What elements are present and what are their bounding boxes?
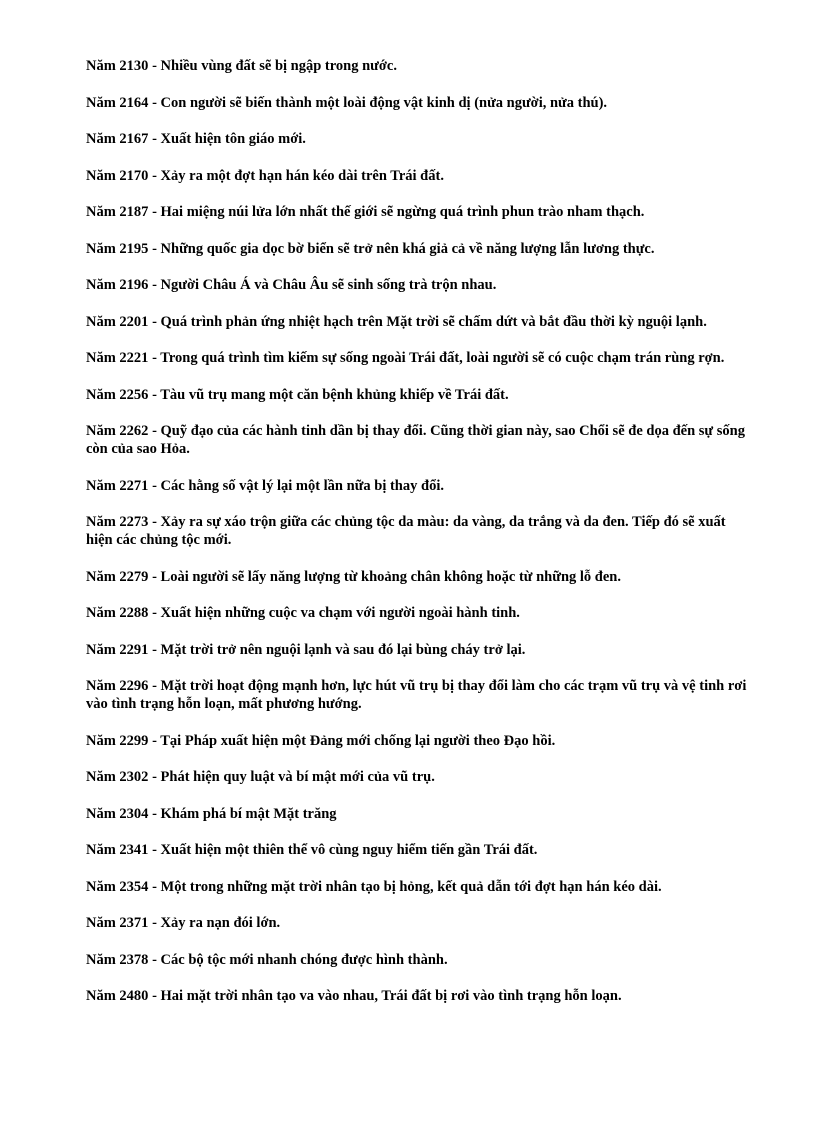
timeline-entry: Năm 2299 - Tại Pháp xuất hiện một Đảng mới chống lại người theo Đạo hồi.: [86, 732, 556, 749]
timeline-entry: Năm 2201 - Quá trình phản ứng nhiệt hạch trên Mặt trời sẽ chấm dứt và bắt đầu thời kỳ nguội lạnh.: [86, 313, 707, 330]
entry-text: Người Châu Á và Châu Âu sẽ sinh sống trà trộn nhau.: [160, 277, 497, 293]
entry-text: Quỹ đạo của các hành tinh dần bị thay đổi. Cũng thời gian này, sao Chổi sẽ đe dọa đến sự sống còn của sao Hỏa.: [86, 423, 745, 457]
entry-text: Xảy ra một đợt hạn hán kéo dài trên Trái đất.: [160, 167, 444, 184]
timeline-entry: Năm 2378 - Các bộ tộc mới nhanh chóng được hình thành.: [86, 951, 448, 968]
entry-text: Các bộ tộc mới nhanh chóng được hình thành.: [160, 951, 448, 968]
entry-text: Quá trình phản ứng nhiệt hạch trên Mặt trời sẽ chấm dứt và bắt đầu thời kỳ nguội lạnh.: [160, 313, 707, 330]
entry-year: Năm 2195: [86, 240, 149, 257]
timeline-entry: Năm 2341 - Xuất hiện một thiên thể vô cùng nguy hiểm tiến gần Trái đất.: [86, 842, 538, 858]
timeline-entry: Năm 2187 - Hai miệng núi lửa lớn nhất thế giới sẽ ngừng quá trình phun trào nham thạch.: [86, 204, 645, 220]
timeline-entry: Năm 2304 - Khám phá bí mật Mặt trăng: [86, 805, 337, 822]
entry-year: Năm 2187: [86, 204, 149, 220]
entry-text: Xảy ra nạn đói lớn.: [160, 915, 281, 931]
timeline-entry: Năm 2371 - Xảy ra nạn đói lớn.: [86, 915, 281, 931]
entry-text: Trong quá trình tìm kiếm sự sống ngoài Trái đất, loài người sẽ có cuộc chạm trán rùng rợn.: [160, 350, 725, 366]
entry-text: Phát hiện quy luật và bí mật mới của vũ trụ.: [160, 769, 435, 785]
timeline-entry: Năm 2273 - Xảy ra sự xáo trộn giữa các chủng tộc da màu: da vàng, da trắng và da đen. Tiếp đó sẽ xuất hiện các chủng tộc mới.: [86, 514, 726, 548]
entry-text: Một trong những mặt trời nhân tạo bị hỏng, kết quả dẫn tới đợt hạn hán kéo dài.: [160, 878, 662, 895]
timeline-entry: Năm 2291 - Mặt trời trở nên nguội lạnh và sau đó lại bùng cháy trở lại.: [86, 641, 526, 658]
timeline-entry: Năm 2480 - Hai mặt trời nhân tạo va vào nhau, Trái đất bị rơi vào tình trạng hỗn loạn.: [86, 988, 622, 1004]
entry-text: Xuất hiện một thiên thể vô cùng nguy hiểm tiến gần Trái đất.: [160, 842, 538, 858]
entry-year: Năm 2196: [86, 277, 149, 293]
timeline-entry: Năm 2279 - Loài người sẽ lấy năng lượng từ khoảng chân không hoặc từ những lỗ đen.: [86, 568, 621, 585]
timeline-entry: Năm 2170 - Xảy ra một đợt hạn hán kéo dài trên Trái đất.: [86, 167, 444, 184]
entry-text: Loài người sẽ lấy năng lượng từ khoảng chân không hoặc từ những lỗ đen.: [160, 568, 621, 585]
entry-year: Năm 2221: [86, 350, 149, 366]
entry-text: Những quốc gia dọc bờ biển sẽ trở nên khá giả cả về năng lượng lẫn lương thực.: [160, 240, 655, 257]
timeline-entry: Năm 2288 - Xuất hiện những cuộc va chạm với người ngoài hành tinh.: [86, 605, 520, 621]
entry-year: Năm 2279: [86, 568, 149, 585]
timeline-entry: Năm 2164 - Con người sẽ biến thành một loài động vật kinh dị (nửa người, nửa thú).: [86, 94, 608, 111]
timeline-entry: Năm 2354 - Một trong những mặt trời nhân tạo bị hỏng, kết quả dẫn tới đợt hạn hán kéo dài.: [86, 878, 662, 895]
entry-year: Năm 2341: [86, 842, 149, 858]
entry-year: Năm 2170: [86, 167, 149, 184]
entry-text: Các hằng số vật lý lại một lần nữa bị thay đổi.: [160, 477, 444, 494]
entry-text: Nhiều vùng đất sẽ bị ngập trong nước.: [160, 58, 397, 74]
entry-text: Khám phá bí mật Mặt trăng: [160, 805, 337, 822]
entry-text: Mặt trời hoạt động mạnh hơn, lực hút vũ trụ bị thay đổi làm cho các trạm vũ trụ và vệ tinh rơi vào tình trạng hỗn loạn, mất phương hướng.: [86, 678, 747, 712]
entry-year: Năm 2130: [86, 58, 149, 74]
entry-year: Năm 2304: [86, 805, 149, 822]
entry-year: Năm 2288: [86, 605, 149, 621]
entry-text: Hai miệng núi lửa lớn nhất thế giới sẽ ngừng quá trình phun trào nham thạch.: [160, 204, 645, 220]
entry-year: Năm 2201: [86, 313, 149, 330]
timeline-entry: Năm 2262 - Quỹ đạo của các hành tinh dần bị thay đổi. Cũng thời gian này, sao Chổi sẽ đe dọa đến sự sống còn của sao Hỏa.: [86, 423, 745, 457]
entry-year: Năm 2256: [86, 386, 149, 403]
entry-text: Xuất hiện những cuộc va chạm với người ngoài hành tinh.: [160, 605, 520, 621]
entry-year: Năm 2273: [86, 514, 149, 530]
entry-year: Năm 2164: [86, 94, 149, 111]
timeline-entry: Năm 2302 - Phát hiện quy luật và bí mật mới của vũ trụ.: [86, 769, 435, 785]
entry-year: Năm 2291: [86, 641, 149, 658]
timeline-entry: Năm 2296 - Mặt trời hoạt động mạnh hơn, lực hút vũ trụ bị thay đổi làm cho các trạm vũ trụ và vệ tinh rơi vào tình trạng hỗn loạn, mất phương hướng.: [86, 678, 747, 712]
timeline-entry: Năm 2196 - Người Châu Á và Châu Âu sẽ sinh sống trà trộn nhau.: [86, 277, 497, 293]
timeline-entry: Năm 2130 - Nhiều vùng đất sẽ bị ngập trong nước.: [86, 58, 397, 74]
entry-year: Năm 2302: [86, 769, 149, 785]
entry-text: Xảy ra sự xáo trộn giữa các chủng tộc da màu: da vàng, da trắng và da đen. Tiếp đó sẽ xuất hiện các chủng tộc mới.: [86, 514, 726, 548]
timeline-entry: Năm 2167 - Xuất hiện tôn giáo mới.: [86, 131, 306, 147]
entry-year: Năm 2296: [86, 678, 149, 694]
entry-year: Năm 2354: [86, 878, 149, 895]
entry-text: Tại Pháp xuất hiện một Đảng mới chống lại người theo Đạo hồi.: [160, 732, 556, 749]
timeline-entry: Năm 2221 - Trong quá trình tìm kiếm sự sống ngoài Trái đất, loài người sẽ có cuộc chạm trán rùng rợn.: [86, 350, 725, 366]
entry-text: Tàu vũ trụ mang một căn bệnh khủng khiếp về Trái đất.: [160, 386, 509, 403]
entry-text: Con người sẽ biến thành một loài động vật kinh dị (nửa người, nửa thú).: [160, 94, 608, 111]
document-page: [86, 57, 754, 1024]
timeline-entry: Năm 2256 - Tàu vũ trụ mang một căn bệnh khủng khiếp về Trái đất.: [86, 386, 509, 403]
entry-year: Năm 2262: [86, 423, 149, 439]
timeline-entry: Năm 2271 - Các hằng số vật lý lại một lần nữa bị thay đổi.: [86, 477, 444, 494]
timeline-entry: Năm 2195 - Những quốc gia dọc bờ biển sẽ trở nên khá giả cả về năng lượng lẫn lương thực.: [86, 240, 655, 257]
entry-year: Năm 2299: [86, 732, 149, 749]
entry-year: Năm 2371: [86, 915, 149, 931]
entry-year: Năm 2167: [86, 131, 149, 147]
entry-text: Xuất hiện tôn giáo mới.: [160, 131, 306, 147]
entry-text: Hai mặt trời nhân tạo va vào nhau, Trái đất bị rơi vào tình trạng hỗn loạn.: [160, 988, 622, 1004]
entry-year: Năm 2480: [86, 988, 149, 1004]
entry-text: Mặt trời trở nên nguội lạnh và sau đó lại bùng cháy trở lại.: [160, 641, 526, 658]
entry-year: Năm 2378: [86, 951, 149, 968]
entry-year: Năm 2271: [86, 477, 149, 494]
